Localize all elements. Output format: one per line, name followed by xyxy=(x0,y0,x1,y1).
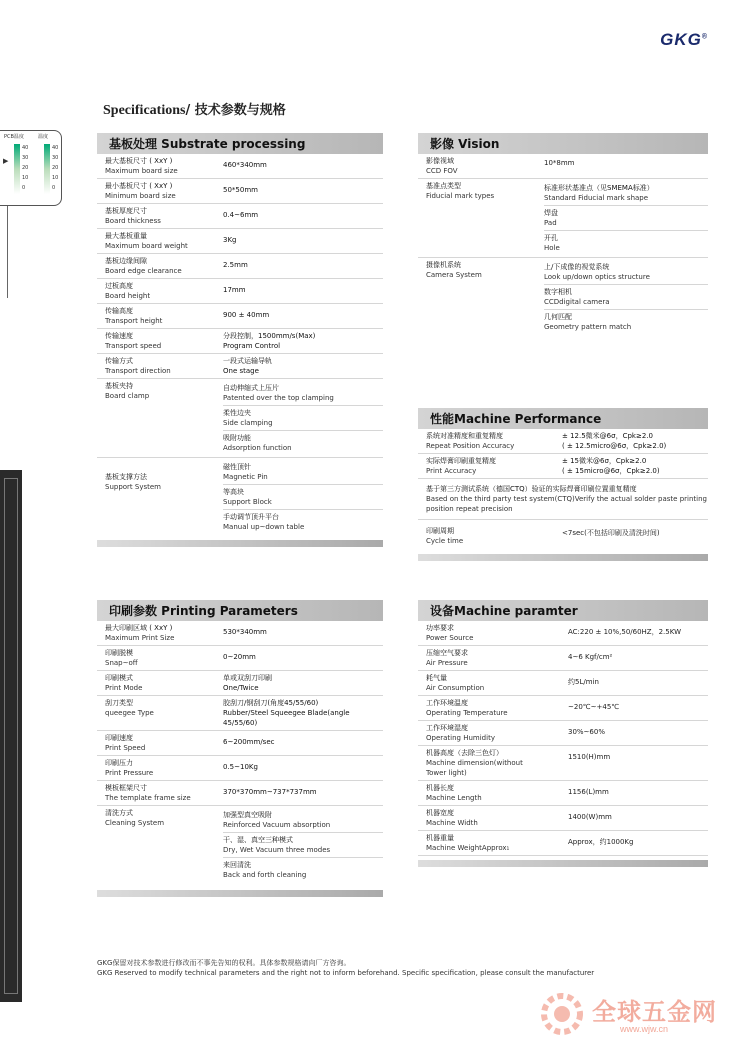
sub-zh: 磁性顶针 xyxy=(223,463,251,471)
value-line: 0~20mm xyxy=(223,653,256,661)
print-row xyxy=(97,756,383,781)
label-zh: 工作环境湿度 xyxy=(426,724,468,732)
thumb-marker-icon: ▶ xyxy=(3,157,9,165)
label-zh: 工作环境温度 xyxy=(426,699,468,707)
value: 1400(W)mm xyxy=(568,813,612,821)
value xyxy=(223,181,383,201)
cycle-time-row: 印刷周期 Cycle time <7sec(不包括印刷及清洗时间) xyxy=(426,527,660,545)
label-zh: 模板框架尺寸 xyxy=(105,784,147,792)
value xyxy=(223,733,383,753)
value-line: One stage xyxy=(223,367,259,375)
label-zh: 最大基板尺寸 ( XxY ) xyxy=(105,157,173,165)
sub-zh: 干、湿、真空三种模式 xyxy=(223,836,293,844)
sub-item xyxy=(223,510,383,534)
value xyxy=(223,231,383,251)
value xyxy=(223,623,383,643)
value xyxy=(223,306,383,326)
label-zh: 印刷脱模 xyxy=(105,649,133,657)
section-header: 设备Machine paramter xyxy=(418,600,708,621)
sub-item xyxy=(544,260,708,285)
board-clamp-row: 基板夹持 Board clamp 自动伸缩式上压片 Patented over the top clamping 柔性边夹 Side clamping 吸附功能 Adsorption function xyxy=(97,379,383,458)
label-zh: 过板高度 xyxy=(105,282,133,290)
machine-row xyxy=(418,806,708,831)
label-zh: 耗气量 xyxy=(426,674,447,682)
vision-section xyxy=(418,133,708,336)
label-en: Print Accuracy xyxy=(426,467,477,475)
fiducial-row: 基准点类型 Fiducial mark types 标准形状基准点（见SMEMA标准） Standard Fiducial mark shape 焊盘 Pad 开孔 Hole xyxy=(418,179,708,258)
label-zh: 基板厚度尺寸 xyxy=(105,207,147,215)
value xyxy=(223,698,383,728)
value: 4~6 Kgf/cm² xyxy=(568,653,613,661)
label-zh: 传输方式 xyxy=(105,357,133,365)
value: 约5L/min xyxy=(568,678,599,686)
side-divider xyxy=(0,206,8,298)
print-row xyxy=(97,646,383,671)
machine-row xyxy=(418,621,708,646)
label-en: Transport direction xyxy=(105,367,171,375)
label-en: Print Mode xyxy=(105,684,143,692)
label-en: Repeat Position Accuracy xyxy=(426,442,515,450)
thumb-gauge-right xyxy=(44,144,50,194)
label-zh: 机器长度 xyxy=(426,784,454,792)
value xyxy=(223,281,383,301)
label-en: Machine WeightApprox₁ xyxy=(426,844,510,852)
label-en: Maximum board weight xyxy=(105,242,188,250)
page-title: Specifications/ 技术参数与规格 xyxy=(103,103,286,118)
value-line: 530*340mm xyxy=(223,628,267,636)
value-line: ( ± 12.5micro@6σ，Cpk≥2.0) xyxy=(562,442,667,450)
value xyxy=(544,456,708,476)
sub-en: Standard Fiducial mark shape xyxy=(544,194,649,202)
sub-en: Geometry pattern match xyxy=(544,323,632,331)
sub-item xyxy=(223,460,383,485)
gkg-logo: GKG® xyxy=(660,30,708,49)
performance-section xyxy=(418,408,708,561)
footnote: GKG保留对技术参数进行修改而不事先告知的权利。具体参数规格请向厂方咨询。 GKG Reserved to modify technical parameters and the right not to inform beforehand. Specific specification, please consult the manufacturer xyxy=(97,959,595,977)
sub-item xyxy=(223,808,383,833)
value: Approx，约1000Kg xyxy=(568,838,634,846)
label-en: Board height xyxy=(105,292,151,300)
label-en: Snap~off xyxy=(105,659,138,667)
label-zh: 印刷模式 xyxy=(105,674,133,682)
sub-item xyxy=(544,231,708,255)
sub-item xyxy=(544,310,708,334)
machine-row xyxy=(418,696,708,721)
machine-row xyxy=(418,721,708,746)
spec-row xyxy=(97,279,383,304)
sub-en: CCDdigital camera xyxy=(544,298,610,306)
label-en: Air Consumption xyxy=(426,684,485,692)
label-en: Board thickness xyxy=(105,217,161,225)
value-line: 370*370mm~737*737mm xyxy=(223,788,317,796)
label-zh: 刮刀类型 xyxy=(105,699,133,707)
value xyxy=(223,648,383,668)
ctq-note-row: 基于第三方测试系统（德国CTQ）验证的实际焊膏印刷位置重复精度 Based on the third party test system(CTQ)Verify the actual solder paste printing position repeat precision xyxy=(418,479,708,520)
thumb-tick: 0 xyxy=(22,185,26,191)
value-line: 胶刮刀/钢刮刀(角度45/55/60) xyxy=(223,699,319,707)
label-zh: 传输高度 xyxy=(105,307,133,315)
sub-item xyxy=(544,206,708,231)
value xyxy=(223,331,383,351)
sub-item xyxy=(223,406,383,431)
section-footer-bar xyxy=(97,540,383,547)
value-line: 460*340mm xyxy=(223,161,267,169)
label-en: The template frame size xyxy=(105,794,191,802)
label-zh: 实际焊膏印刷重复精度 xyxy=(426,457,496,465)
sub-zh: 加强型真空吸附 xyxy=(223,811,272,819)
sub-item xyxy=(544,181,708,206)
substrate-section xyxy=(97,133,383,547)
value-line: 0.5~10Kg xyxy=(223,763,258,771)
label-zh: 机器高度（去除三色灯） xyxy=(426,749,503,757)
print-row xyxy=(97,731,383,756)
label-zh: 机器宽度 xyxy=(426,809,454,817)
perf-row xyxy=(418,454,708,479)
sub-zh: 几何匹配 xyxy=(544,313,572,321)
value-line: ± 12.5微米@6σ，Cpk≥2.0 xyxy=(562,432,653,440)
label-zh: 印刷速度 xyxy=(105,734,133,742)
label-en: Operating Humidity xyxy=(426,734,495,742)
thumb-tick: 10 xyxy=(22,175,29,181)
label-zh: 最大印刷区域 ( XxY ) xyxy=(105,624,173,632)
machine-row xyxy=(418,646,708,671)
watermark-url: www.wjw.cn xyxy=(620,1024,669,1034)
section-header: 印刷参数 Printing Parameters xyxy=(97,600,383,621)
sub-item xyxy=(544,285,708,310)
machine-row xyxy=(418,746,708,781)
thumb-tick: 30 xyxy=(22,155,29,161)
value xyxy=(223,758,383,778)
thumb-tick: 40 xyxy=(52,145,59,151)
value-line: ( ± 15micro@6σ，Cpk≥2.0) xyxy=(562,467,660,475)
sub-en: Support Block xyxy=(223,498,272,506)
value-line: Program Control xyxy=(223,342,281,350)
spec-row xyxy=(97,304,383,329)
value xyxy=(223,356,383,376)
label-en: Transport height xyxy=(105,317,163,325)
support-system-row: 基板支撑方法 Support System 磁性顶针 Magnetic Pin 等高块 Support Block 手动调节顶升平台 Manual up~down table xyxy=(97,458,383,536)
sub-item xyxy=(223,833,383,858)
section-header: 基板处理 Substrate processing xyxy=(97,133,383,154)
section-footer-bar xyxy=(97,890,383,897)
label-en: Operating Temperature xyxy=(426,709,508,717)
label-zh: 系统对准精度和重复精度 xyxy=(426,432,503,440)
sub-zh: 焊盘 xyxy=(544,209,558,217)
value-line: 0.4~6mm xyxy=(223,211,259,219)
sub-en: Adsorption function xyxy=(223,444,292,452)
value-line: 50*50mm xyxy=(223,186,258,194)
value: ~20℃~+45℃ xyxy=(568,703,620,711)
value-line: 单或双刮刀印刷 xyxy=(223,674,272,682)
value-line: 3Kg xyxy=(223,236,237,244)
section-footer-bar xyxy=(418,860,708,867)
sub-en: Hole xyxy=(544,244,560,252)
value: 30%~60% xyxy=(568,728,605,736)
print-row xyxy=(97,781,383,806)
label-en: Machine Width xyxy=(426,819,478,827)
sub-en: Pad xyxy=(544,219,557,227)
section-header: 性能Machine Performance xyxy=(418,408,708,429)
label-en: Print Pressure xyxy=(105,769,154,777)
sub-en: Reinforced Vacuum absorption xyxy=(223,821,331,829)
label-en: Maximum Print Size xyxy=(105,634,175,642)
spec-row xyxy=(97,204,383,229)
sub-en: Side clamping xyxy=(223,419,273,427)
sub-item xyxy=(223,431,383,455)
machine-row xyxy=(418,831,708,856)
sub-en: Back and forth cleaning xyxy=(223,871,307,879)
label-en: Minimum board size xyxy=(105,192,176,200)
thumb-tick: 0 xyxy=(52,185,56,191)
sub-zh: 上/下成像的视觉系统 xyxy=(544,263,610,271)
label-zh: 传输速度 xyxy=(105,332,133,340)
sub-item xyxy=(223,858,383,882)
sub-zh: 标准形状基准点（见SMEMA标准） xyxy=(544,184,654,192)
label-zh: 基板边缘间隙 xyxy=(105,257,147,265)
value: AC:220 ± 10%,50/60HZ，2.5KW xyxy=(568,628,681,636)
perf-row xyxy=(418,429,708,454)
sub-zh: 开孔 xyxy=(544,234,558,242)
spec-row xyxy=(97,254,383,279)
value-line: Rubber/Steel Squeegee Blade(angle 45/55/60) xyxy=(223,709,350,727)
section-footer-bar xyxy=(418,554,708,561)
sub-en: Magnetic Pin xyxy=(223,473,268,481)
label-en: Maximum board size xyxy=(105,167,178,175)
printing-section xyxy=(97,600,383,897)
sub-item xyxy=(223,485,383,510)
thumb-gauge-left xyxy=(14,144,20,194)
value-line: 分段控制，1500mm/s(Max) xyxy=(223,332,316,340)
side-thumbnail xyxy=(0,130,62,206)
thumb-tick: 10 xyxy=(52,175,59,181)
thumb-tick: 30 xyxy=(52,155,59,161)
label-zh: 最小基板尺寸 ( XxY ) xyxy=(105,182,173,190)
value-line: 一段式运输导轨 xyxy=(223,357,272,365)
value: 1510(H)mm xyxy=(568,753,611,761)
value-line: 6~200mm/sec xyxy=(223,738,275,746)
sub-en: Patented over the top clamping xyxy=(223,394,334,402)
label-zh: 最大基板重量 xyxy=(105,232,147,240)
print-row xyxy=(97,696,383,731)
spec-row xyxy=(97,329,383,354)
label-zh: 机器重量 xyxy=(426,834,454,842)
spec-row xyxy=(97,154,383,179)
spec-row xyxy=(97,179,383,204)
side-dark-panel xyxy=(0,470,22,1002)
thumb-tick: 20 xyxy=(22,165,29,171)
label-en: Air Pressure xyxy=(426,659,468,667)
value xyxy=(223,156,383,176)
machine-row xyxy=(418,781,708,806)
label-en: Machine dimension(without Tower light) xyxy=(426,759,523,777)
value-line: 900 ± 40mm xyxy=(223,311,270,319)
value xyxy=(223,673,383,693)
spec-row xyxy=(97,229,383,254)
cleaning-system-row: 清洗方式 Cleaning System 加强型真空吸附 Reinforced Vacuum absorption 干、湿、真空三种模式 Dry, Wet Vacuum three modes 来回清洗 Back and forth cleaning xyxy=(97,806,383,884)
print-row xyxy=(97,621,383,646)
ccd-fov-row: 影像视域 CCD FOV 10*8mm xyxy=(418,154,708,179)
camera-row: 摄像机系统 Camera System 上/下成像的视觉系统 Look up/down optics structure 数字相机 CCDdigital camera 几何匹配 Geometry pattern match xyxy=(418,258,708,336)
label-en: queegee Type xyxy=(105,709,154,717)
sub-item xyxy=(223,381,383,406)
spec-row xyxy=(97,354,383,379)
thumb-tick: 20 xyxy=(52,165,59,171)
sub-en: Look up/down optics structure xyxy=(544,273,650,281)
sub-zh: 吸附功能 xyxy=(223,434,251,442)
value xyxy=(544,431,708,451)
sub-zh: 手动调节顶升平台 xyxy=(223,513,279,521)
value-line: ± 15微米@6σ，Cpk≥2.0 xyxy=(562,457,647,465)
label-en: Transport speed xyxy=(105,342,162,350)
thumb-label-left: PCB温度 xyxy=(4,134,24,140)
value xyxy=(223,783,383,803)
thumb-tick: 40 xyxy=(22,145,29,151)
machine-section xyxy=(418,600,708,867)
label-zh: 压缩空气要求 xyxy=(426,649,468,657)
label-en: Power Source xyxy=(426,634,474,642)
thumb-label-right: 温度 xyxy=(38,134,49,140)
value-line: 2.5mm xyxy=(223,261,248,269)
label-zh: 功率要求 xyxy=(426,624,454,632)
watermark-text: 全球五金网 xyxy=(592,998,717,1026)
label-en: Machine Length xyxy=(426,794,482,802)
value-line: 17mm xyxy=(223,286,246,294)
sub-zh: 等高块 xyxy=(223,488,244,496)
sub-zh: 来回清洗 xyxy=(223,861,251,869)
section-header: 影像 Vision xyxy=(418,133,708,154)
value-line: One/Twice xyxy=(223,684,259,692)
value xyxy=(223,206,383,226)
label-en: Print Speed xyxy=(105,744,146,752)
sub-zh: 自动伸缩式上压片 xyxy=(223,384,279,392)
value: 1156(L)mm xyxy=(568,788,609,796)
label-en: Board edge clearance xyxy=(105,267,182,275)
sub-zh: 柔性边夹 xyxy=(223,409,251,417)
sub-en: Manual up~down table xyxy=(223,523,305,531)
label-zh: 印刷压力 xyxy=(105,759,133,767)
sub-zh: 数字相机 xyxy=(544,288,572,296)
print-row xyxy=(97,671,383,696)
value xyxy=(223,256,383,276)
sub-en: Dry, Wet Vacuum three modes xyxy=(223,846,331,854)
machine-row xyxy=(418,671,708,696)
